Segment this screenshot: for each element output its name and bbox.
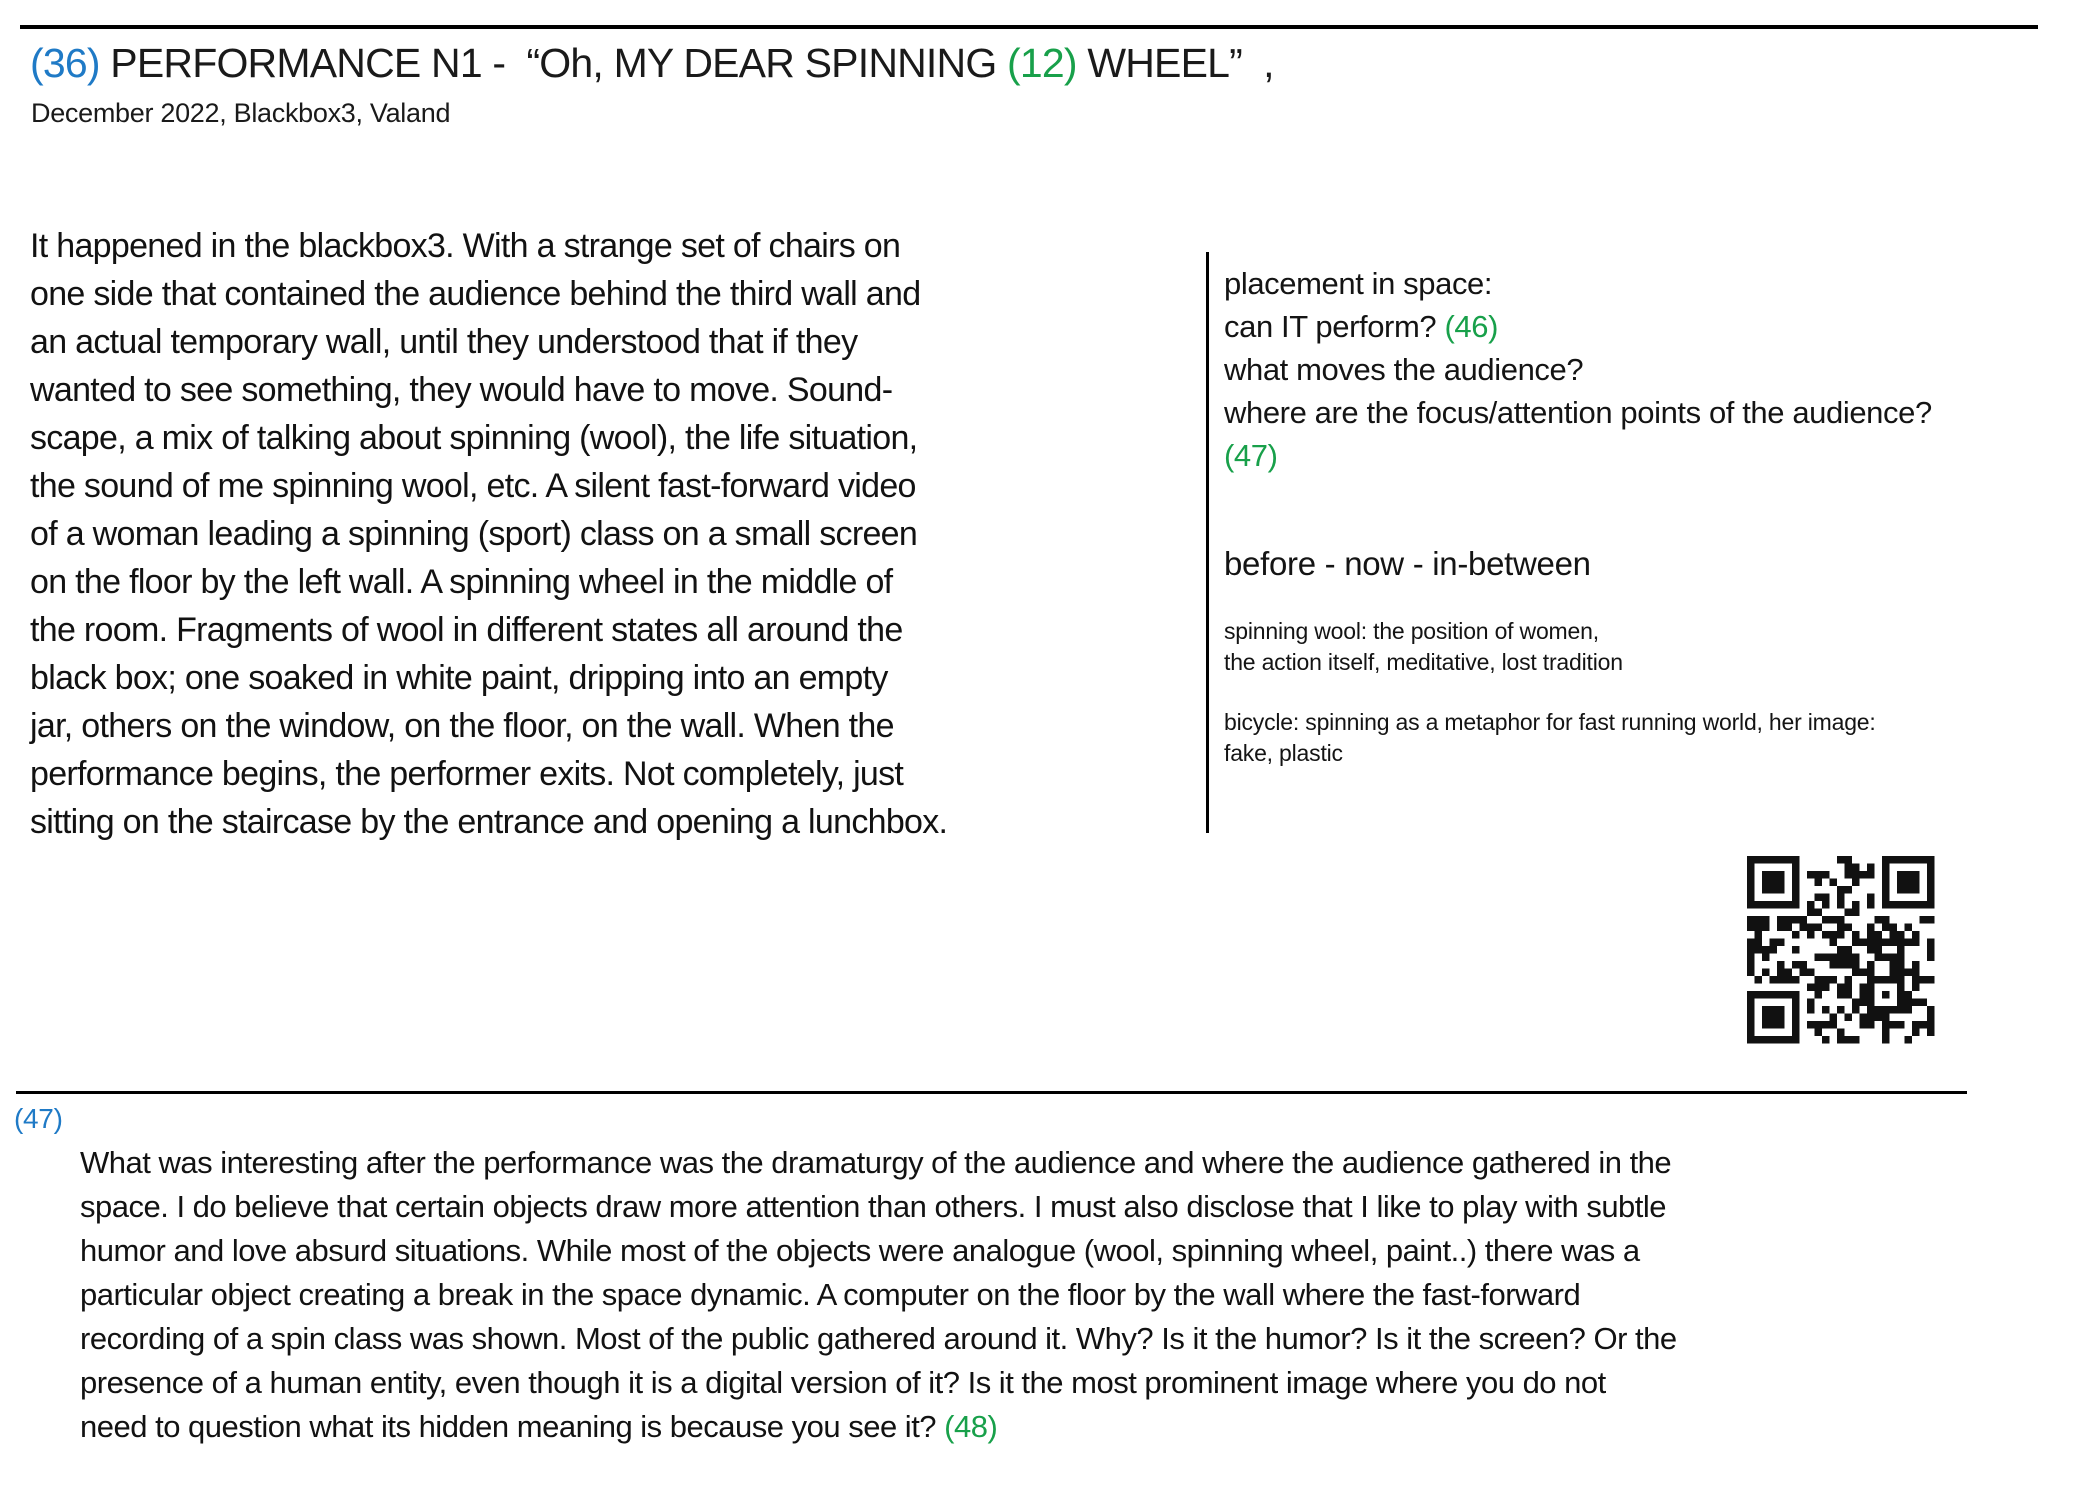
- qr-code: [1747, 856, 1935, 1044]
- note-spinning-wool: spinning wool: the position of women, the action itself, meditative, lost tradition: [1224, 618, 1623, 675]
- note-line: [1224, 305, 1932, 348]
- note-line: [1224, 391, 1932, 434]
- phase-line: before - now - in-between: [1224, 545, 1591, 582]
- footnote-last-text: need to question what its hidden meaning is because you see it?: [80, 1409, 937, 1444]
- ref-46: (46): [1436, 309, 1498, 344]
- question-text: what moves the audience?: [1224, 352, 1584, 387]
- note-line: [1224, 262, 1932, 305]
- note-line: [1224, 434, 1932, 477]
- footnote-last-line: [80, 1405, 997, 1449]
- notes-column: [1224, 262, 1932, 477]
- question-text: can IT perform?: [1224, 309, 1437, 344]
- top-divider: [20, 25, 2038, 29]
- page-title: [30, 40, 1274, 87]
- question-text: placement in space:: [1224, 266, 1493, 301]
- ref-47-inline: (47): [1224, 438, 1278, 473]
- ref-36: (36): [30, 40, 100, 86]
- ref-12: (12): [1007, 40, 1077, 86]
- vertical-divider: [1206, 252, 1209, 833]
- body-paragraph: It happened in the blackbox3. With a strange set of chairs on one side that contained the audience behind the third wall and an actual temporary wall, until they understood that if they wanted to see something, they would have to move. Sound- scape, a mix of talking about spinning (wool), the life situation, the sound of me spinning wool, etc. A silent fast-forward video of a woman leading a spinning (sport) class on a small screen on the floor by the left wall. A spinning wheel in the middle of the room. Fragments of wool in different states all around the black box; one soaked in white paint, dripping into an empty jar, others on the window, on the floor, on the wall. When the performance begins, the performer exits. Not completely, just sitting on the staircase by the entrance and opening a lunchbox.: [30, 227, 948, 841]
- question-text: where are the focus/attention points of the audience?: [1224, 395, 1932, 430]
- footnote-marker: (47): [14, 1103, 63, 1134]
- note-bicycle: bicycle: spinning as a metaphor for fast running world, her image: fake, plastic: [1224, 709, 1876, 766]
- note-line: [1224, 348, 1932, 391]
- footnote-paragraph: What was interesting after the performance was the dramaturgy of the audience and where the audience gathered in the space. I do believe that certain objects draw more attention than others. I must also disclose that I like to play with subtle humor and love absurd situations. While most of the objects were analogue (wool, spinning wheel, paint..) there was a particular object creating a break in the space dynamic. A computer on the floor by the wall where the fast-forward recording of a spin class was shown. Most of the public gathered around it. Why? Is it the humor? Is it the screen? Or the presence of a human entity, even though it is a digital version of it? Is it the most prominent image where you do not: [80, 1145, 1677, 1400]
- bottom-divider: [16, 1091, 1967, 1094]
- ref-48: (48): [936, 1409, 998, 1444]
- title-text-2: WHEEL” ,: [1076, 40, 1274, 86]
- title-text-1: PERFORMANCE N1 - “Oh, MY DEAR SPINNING: [99, 40, 1008, 86]
- subtitle: December 2022, Blackbox3, Valand: [31, 98, 451, 128]
